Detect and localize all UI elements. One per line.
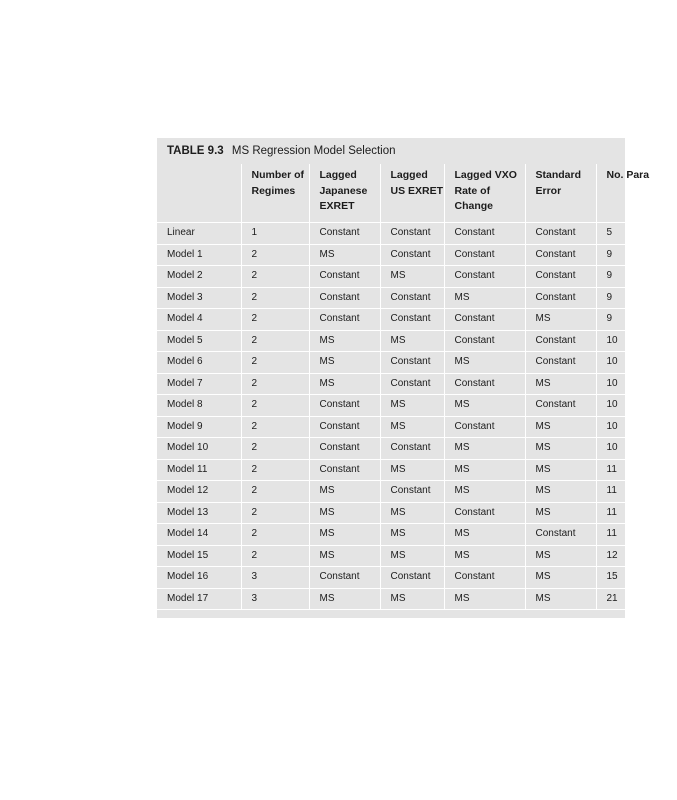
row-label: Model 8 — [157, 395, 241, 417]
table-row — [157, 588, 677, 610]
table-cell: MS — [380, 330, 444, 352]
row-label: Model 10 — [157, 438, 241, 460]
column-header: Lagged Japanese EXRET — [309, 164, 380, 223]
table-cell: MS — [444, 524, 525, 546]
table-cell: MS — [380, 395, 444, 417]
table-cell: 2 — [241, 352, 309, 374]
table-cell: MS — [380, 524, 444, 546]
table-cell: Constant — [309, 287, 380, 309]
table-cell: MS — [309, 524, 380, 546]
table-cell: Constant — [444, 330, 525, 352]
table-cell: MS — [444, 459, 525, 481]
table-row — [157, 502, 677, 524]
table-cell: 2 — [241, 309, 309, 331]
table-row — [157, 266, 677, 288]
table-cell: 2 — [241, 524, 309, 546]
table-cell: Constant — [309, 438, 380, 460]
table-cell: Constant — [525, 524, 596, 546]
row-label: Model 17 — [157, 588, 241, 610]
table-cell: 9 — [596, 309, 677, 331]
row-label: Model 14 — [157, 524, 241, 546]
table-cell: 2 — [241, 416, 309, 438]
row-label: Model 16 — [157, 567, 241, 589]
table-row — [157, 481, 677, 503]
table-row — [157, 545, 677, 567]
table-cell: 1 — [241, 223, 309, 245]
model-selection-table — [157, 164, 677, 610]
table-row — [157, 244, 677, 266]
table-cell: Constant — [525, 395, 596, 417]
table-cell: 2 — [241, 266, 309, 288]
table-cell: MS — [309, 330, 380, 352]
table-cell: MS — [380, 416, 444, 438]
table-cell: Constant — [444, 266, 525, 288]
table-cell: Constant — [380, 481, 444, 503]
table-cell: Constant — [380, 223, 444, 245]
table-cell: 2 — [241, 395, 309, 417]
table-cell: Constant — [380, 438, 444, 460]
table-cell: 2 — [241, 459, 309, 481]
table-row — [157, 223, 677, 245]
table-cell: 9 — [596, 266, 677, 288]
row-label: Model 4 — [157, 309, 241, 331]
table-cell: Constant — [525, 244, 596, 266]
table-cell: 10 — [596, 416, 677, 438]
table-cell: MS — [309, 588, 380, 610]
table-cell: Constant — [525, 223, 596, 245]
row-label: Model 5 — [157, 330, 241, 352]
table-cell: Constant — [309, 266, 380, 288]
table-cell: Constant — [444, 309, 525, 331]
table-cell: 5 — [596, 223, 677, 245]
table-row — [157, 459, 677, 481]
table-row — [157, 373, 677, 395]
table-cell: MS — [525, 481, 596, 503]
table-cell: Constant — [309, 395, 380, 417]
table-cell: 11 — [596, 524, 677, 546]
table-body — [157, 223, 677, 610]
table-caption — [167, 145, 396, 157]
table-cell: Constant — [444, 502, 525, 524]
table-cell: MS — [525, 588, 596, 610]
table-cell: MS — [525, 545, 596, 567]
column-header: Lagged US EXRET — [380, 164, 444, 223]
column-header: Standard Error — [525, 164, 596, 223]
table-cell: 2 — [241, 438, 309, 460]
table-cell: Constant — [525, 352, 596, 374]
table-cell: 11 — [596, 502, 677, 524]
table-title: MS Regression Model Selection — [231, 145, 396, 157]
table-cell: MS — [309, 373, 380, 395]
table-cell: 2 — [241, 481, 309, 503]
table-cell: 12 — [596, 545, 677, 567]
table-row — [157, 524, 677, 546]
table-row — [157, 330, 677, 352]
table-cell: 2 — [241, 330, 309, 352]
table-row — [157, 416, 677, 438]
table-cell: Constant — [309, 309, 380, 331]
table-cell: MS — [309, 352, 380, 374]
table-cell: MS — [525, 502, 596, 524]
table-cell: MS — [380, 588, 444, 610]
table-cell: Constant — [444, 223, 525, 245]
row-label: Model 13 — [157, 502, 241, 524]
table-cell: MS — [444, 588, 525, 610]
table-cell: MS — [309, 481, 380, 503]
table-cell: 11 — [596, 459, 677, 481]
table-cell: 10 — [596, 330, 677, 352]
table-number: TABLE 9.3 — [167, 145, 224, 157]
table-cell: Constant — [309, 567, 380, 589]
table-cell: 2 — [241, 502, 309, 524]
table-cell: MS — [444, 438, 525, 460]
table-cell: MS — [444, 545, 525, 567]
column-header: No. Para — [596, 164, 677, 223]
row-label: Model 3 — [157, 287, 241, 309]
table-cell: 3 — [241, 567, 309, 589]
table-cell: Constant — [380, 373, 444, 395]
table-row — [157, 287, 677, 309]
table-header-row — [157, 164, 677, 223]
table-cell: Constant — [309, 416, 380, 438]
row-label: Linear — [157, 223, 241, 245]
table-cell: Constant — [380, 567, 444, 589]
table-cell: MS — [380, 459, 444, 481]
table-cell: MS — [525, 567, 596, 589]
table-cell: 2 — [241, 244, 309, 266]
table-cell: 21 — [596, 588, 677, 610]
table-cell: 10 — [596, 438, 677, 460]
table-cell: Constant — [444, 416, 525, 438]
row-label: Model 7 — [157, 373, 241, 395]
table-cell: MS — [444, 287, 525, 309]
table-cell: Constant — [309, 459, 380, 481]
table-cell: 10 — [596, 395, 677, 417]
table-cell: 3 — [241, 588, 309, 610]
table-cell: 10 — [596, 373, 677, 395]
table-cell: Constant — [444, 373, 525, 395]
table-cell: Constant — [380, 309, 444, 331]
table-cell: MS — [525, 309, 596, 331]
table-cell: MS — [444, 395, 525, 417]
row-label: Model 11 — [157, 459, 241, 481]
table-row — [157, 309, 677, 331]
row-label: Model 2 — [157, 266, 241, 288]
column-header: Number of Regimes — [241, 164, 309, 223]
column-header — [157, 164, 241, 223]
table-cell: MS — [525, 459, 596, 481]
row-label: Model 12 — [157, 481, 241, 503]
table-cell: MS — [380, 502, 444, 524]
table-cell: Constant — [525, 330, 596, 352]
table-cell: Constant — [380, 287, 444, 309]
table-cell: MS — [525, 416, 596, 438]
table-cell: Constant — [525, 287, 596, 309]
table-cell: 15 — [596, 567, 677, 589]
table-row — [157, 395, 677, 417]
table-cell: MS — [380, 266, 444, 288]
table-cell: Constant — [380, 352, 444, 374]
table-cell: 2 — [241, 373, 309, 395]
table-cell: Constant — [444, 567, 525, 589]
table-row — [157, 438, 677, 460]
table-cell: MS — [525, 438, 596, 460]
table-cell: Constant — [309, 223, 380, 245]
table-cell: 2 — [241, 545, 309, 567]
table-cell: MS — [444, 481, 525, 503]
row-label: Model 1 — [157, 244, 241, 266]
row-label: Model 15 — [157, 545, 241, 567]
table-container — [157, 138, 650, 618]
table-cell: MS — [380, 545, 444, 567]
column-header: Lagged VXO Rate of Change — [444, 164, 525, 223]
table-cell: MS — [444, 352, 525, 374]
table-cell: 2 — [241, 287, 309, 309]
table-cell: MS — [309, 502, 380, 524]
table-cell: MS — [309, 244, 380, 266]
table-cell: 9 — [596, 244, 677, 266]
table-cell: MS — [525, 373, 596, 395]
table-cell: Constant — [444, 244, 525, 266]
table-cell: 10 — [596, 352, 677, 374]
row-label: Model 6 — [157, 352, 241, 374]
table-cell: Constant — [380, 244, 444, 266]
table-cell: 11 — [596, 481, 677, 503]
table-row — [157, 567, 677, 589]
table-row — [157, 352, 677, 374]
table-cell: MS — [309, 545, 380, 567]
row-label: Model 9 — [157, 416, 241, 438]
table-cell: Constant — [525, 266, 596, 288]
table-cell: 9 — [596, 287, 677, 309]
